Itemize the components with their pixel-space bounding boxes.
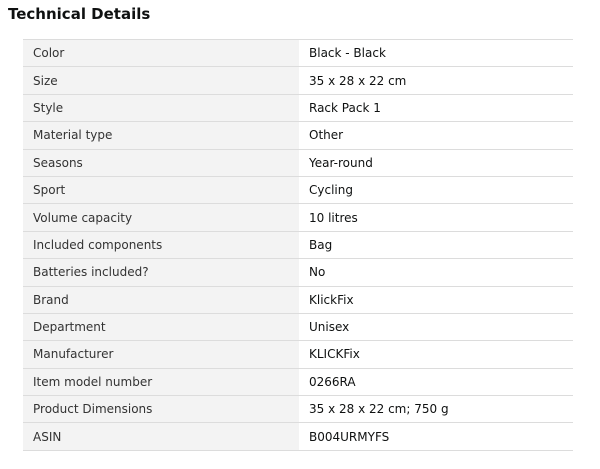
detail-value: No: [299, 259, 573, 286]
section-title: Technical Details: [8, 5, 151, 23]
table-row: [23, 286, 573, 313]
table-row: [23, 341, 573, 368]
detail-label: Volume capacity: [23, 204, 299, 231]
detail-value: 0266RA: [299, 368, 573, 395]
table-row: [23, 396, 573, 423]
detail-label: Style: [23, 94, 299, 121]
detail-value: Unisex: [299, 313, 573, 340]
table-row: [23, 313, 573, 340]
table-row: [23, 204, 573, 231]
detail-value: Year-round: [299, 149, 573, 176]
detail-value: 35 x 28 x 22 cm: [299, 67, 573, 94]
table-row: [23, 67, 573, 94]
table-row: [23, 368, 573, 395]
detail-value: KLICKFix: [299, 341, 573, 368]
detail-value: Bag: [299, 231, 573, 258]
detail-label: Seasons: [23, 149, 299, 176]
technical-details-table: [23, 39, 573, 451]
detail-label: Item model number: [23, 368, 299, 395]
table-row: [23, 423, 573, 450]
detail-value: KlickFix: [299, 286, 573, 313]
detail-label: Sport: [23, 176, 299, 203]
detail-value: Other: [299, 122, 573, 149]
detail-value: Rack Pack 1: [299, 94, 573, 121]
table-row: [23, 259, 573, 286]
detail-label: ASIN: [23, 423, 299, 450]
detail-value: Cycling: [299, 176, 573, 203]
table-row: [23, 231, 573, 258]
detail-label: Color: [23, 40, 299, 67]
detail-label: Department: [23, 313, 299, 340]
detail-label: Product Dimensions: [23, 396, 299, 423]
detail-label: Manufacturer: [23, 341, 299, 368]
detail-label: Material type: [23, 122, 299, 149]
detail-value: Black - Black: [299, 40, 573, 67]
table-row: [23, 94, 573, 121]
table-row: [23, 149, 573, 176]
detail-label: Included components: [23, 231, 299, 258]
detail-value: B004URMYFS: [299, 423, 573, 450]
detail-value: 35 x 28 x 22 cm; 750 g: [299, 396, 573, 423]
table-row: [23, 40, 573, 67]
table-row: [23, 122, 573, 149]
detail-value: 10 litres: [299, 204, 573, 231]
detail-label: Batteries included?: [23, 259, 299, 286]
detail-label: Size: [23, 67, 299, 94]
table-row: [23, 176, 573, 203]
detail-label: Brand: [23, 286, 299, 313]
